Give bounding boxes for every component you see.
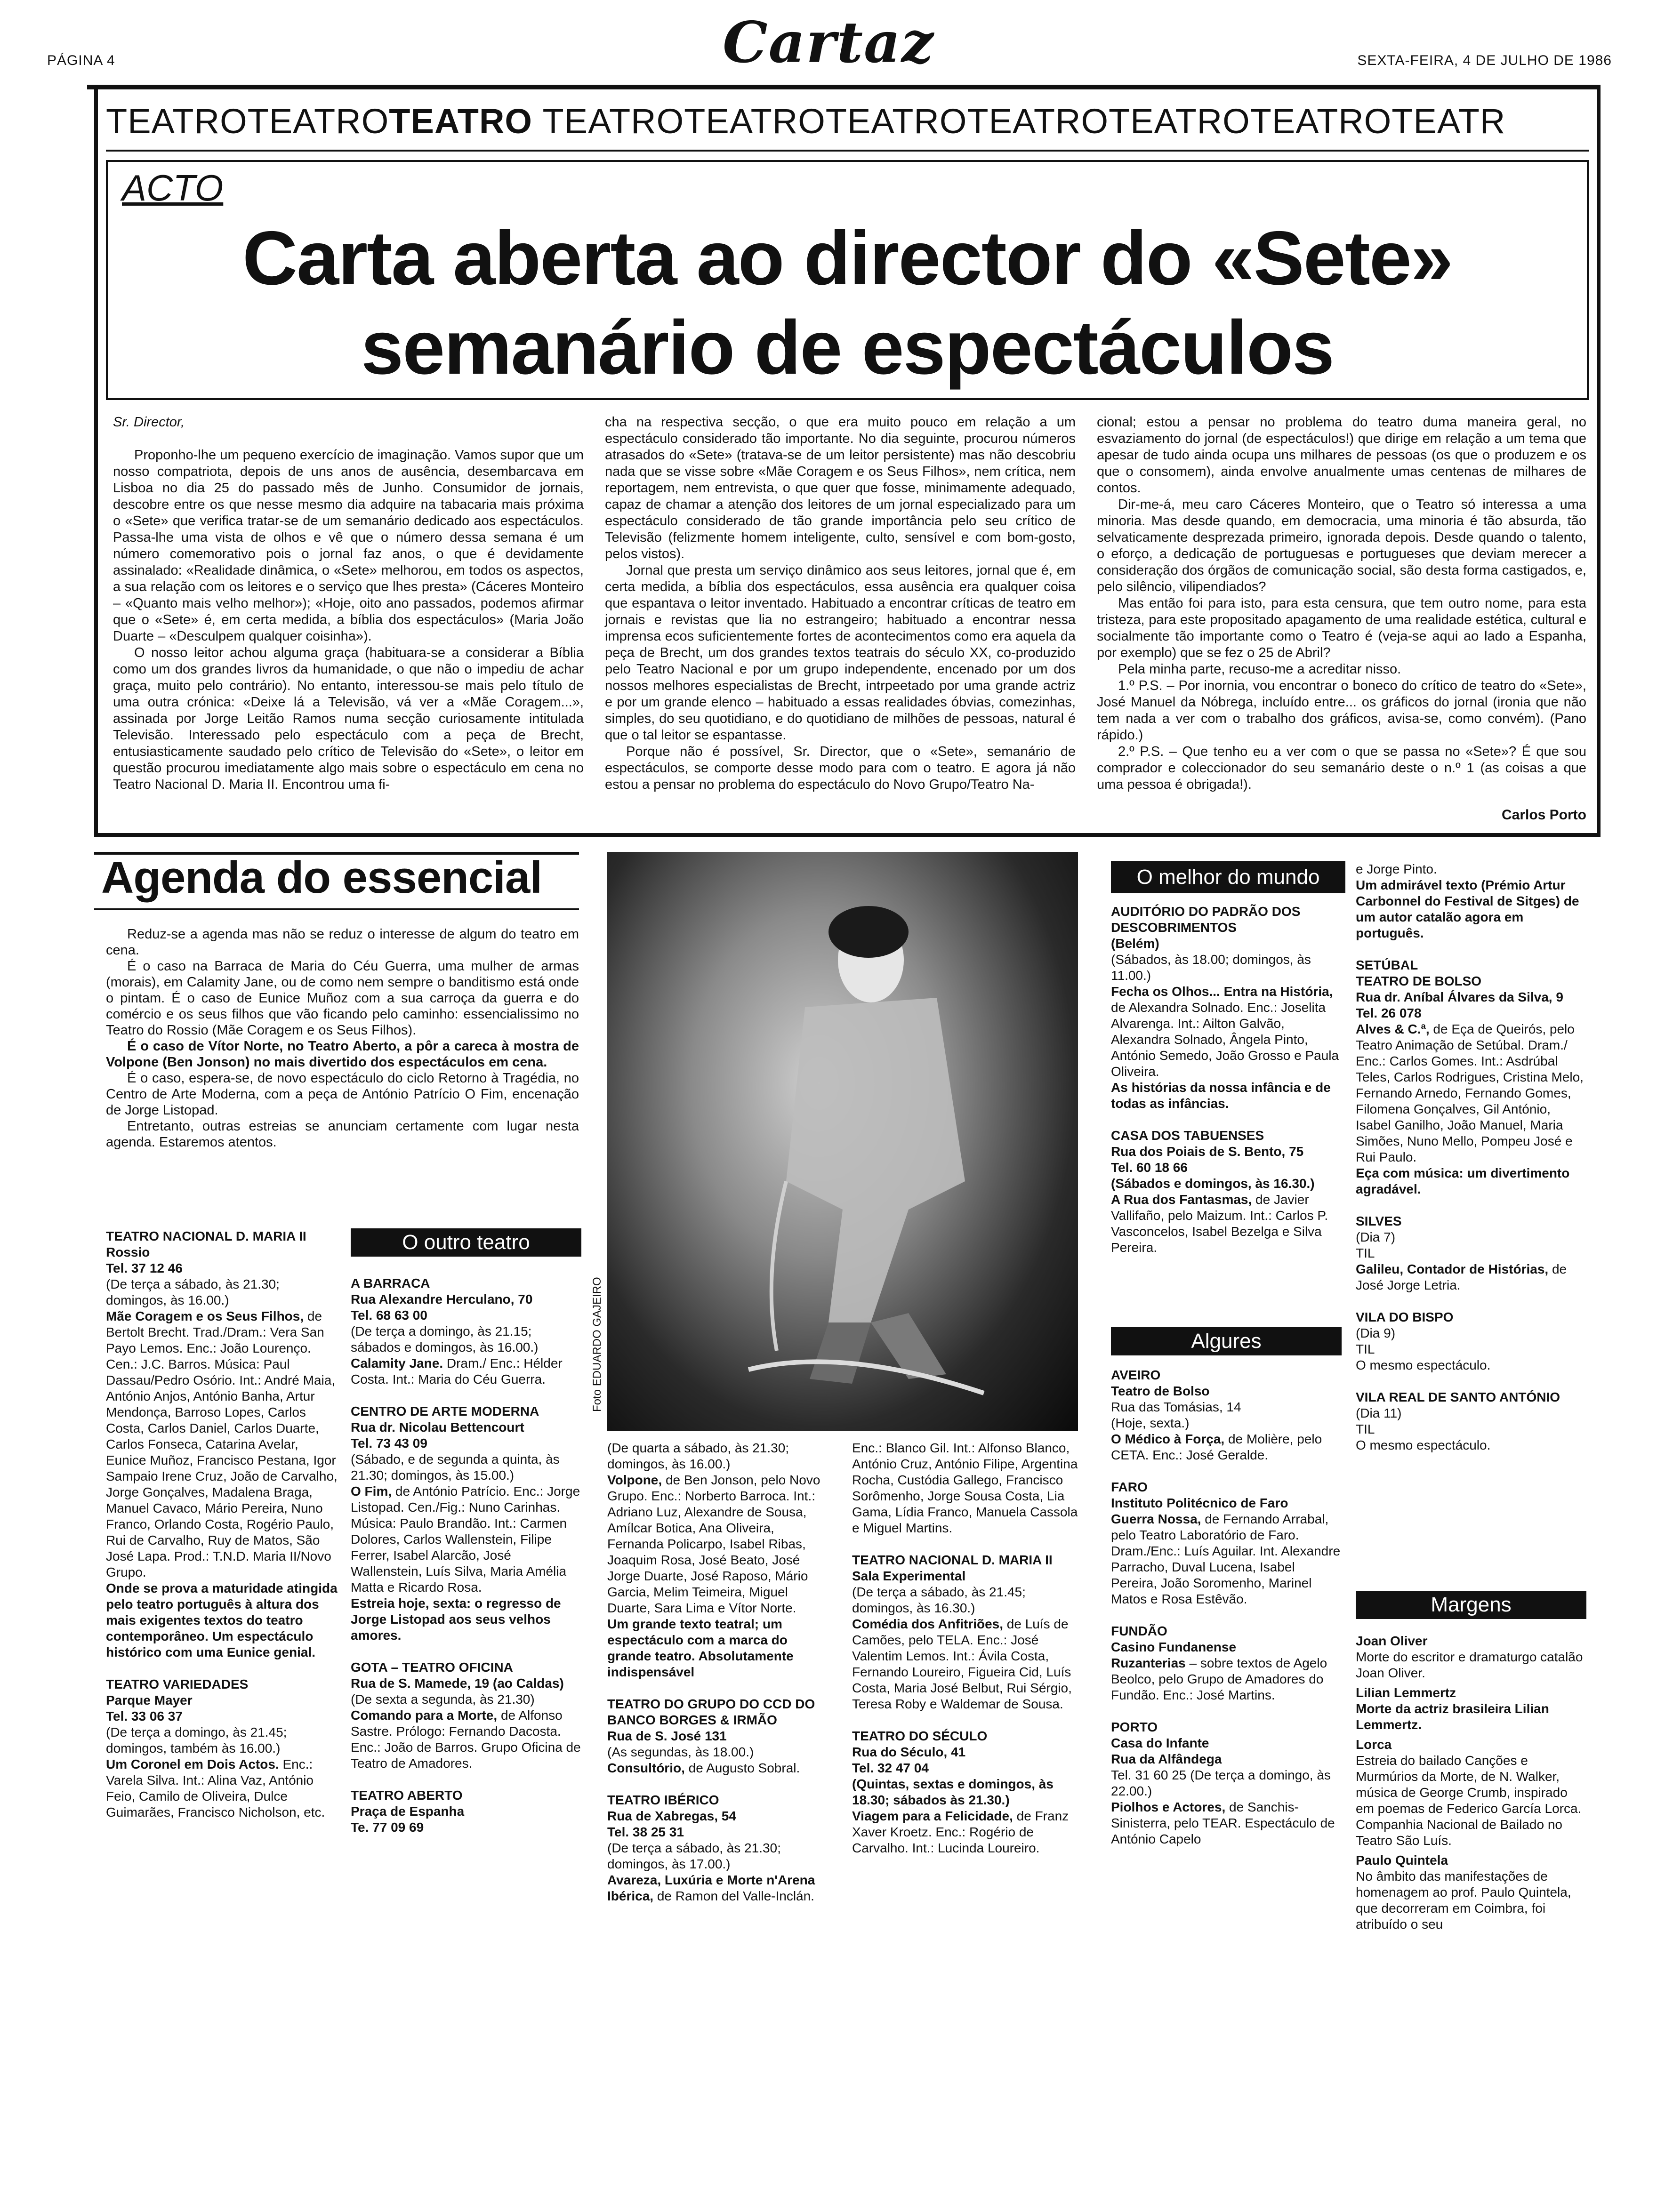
paragraph: Proponho-lhe um pequeno exercício de imaginação. Vamos supor que um nosso compatriota, depois de uns anos de ausência, desembarcava em Lisboa no dia 25 do passado mês de Junho. Consumidor de jornais, descobre entre os que nesse mesmo dia adquire na tabacaria mais próxima o «Sete» que verifica tratar-se de um semanário dedicado aos espectáculos. Passa-lhe uma vista de olhos e vê que o número dessa semana é um número comemorativo pois o jornal faz anos, o que é devidamente assinalado: «Realidade dinâmica, o «Sete» melhorou, em todos os aspectos, a sua relação com os leitores e o serviço que lhes presta» (Cáceres Monteiro – «Quanto mais velho melhor»); «Hoje, oito ano passados, podemos afirmar que o «Sete» é, em certa medida, a bíblia dos espectáculos» (Maria João Duarte – «Desculpem qualquer coisinha»). (113, 448, 584, 644)
venue-address: (Belém) (1111, 936, 1159, 951)
venue-name: AUDITÓRIO DO PADRÃO DOS DESCOBRIMENTOS (1111, 904, 1301, 935)
listing-entry (852, 1552, 1078, 1712)
show-title: Um Coronel em Dois Actos. (106, 1757, 279, 1771)
top-rule (87, 85, 1601, 89)
show-title: Calamity Jane. (351, 1356, 443, 1370)
show-details: de Alfonso Sastre. Prólogo: Fernando Dacosta. Enc.: João de Barros. Grupo Oficina de Teatro de Amadores. (351, 1708, 581, 1771)
photo-credit: Foto EDUARDO GAJEIRO (591, 1277, 603, 1412)
headline-box (106, 160, 1589, 400)
schedule: (Sábados e domingos, às 16.30.) (1111, 1176, 1315, 1191)
actor-silhouette (607, 852, 1078, 1431)
venue-name: TEATRO DO GRUPO DO CCD DO BANCO BORGES & IRMÃO (607, 1697, 815, 1727)
schedule: (De terça a sábado, às 21.45; domingos, às 16.30.) (852, 1585, 1026, 1615)
schedule: (Dia 11) (1356, 1406, 1402, 1420)
listing-entry (106, 1228, 341, 1660)
venue-name: CASA DOS TABUENSES (1111, 1128, 1264, 1143)
listing-entry (1111, 1367, 1342, 1463)
listing-entry (607, 1792, 833, 1904)
listing-entry (1111, 1719, 1342, 1847)
paragraph: Dir-me-á, meu caro Cáceres Monteiro, que o Teatro só interessa a uma minoria. Mas desde quando, em democracia, uma minoria é tão absurda, tão selvaticamente desprezada primeiro, ignorada depois. Desde quando o talento, o eforço, a dedicação de portuguesas e portugueses que deviam merecer a consideração dos órgãos de comunicação social, são desta forma castigados, e, pelo silêncio, vilipendiados? (1097, 497, 1586, 594)
venue-address: Rua de S. Mamede, 19 (ao Caldas) (351, 1676, 564, 1691)
show-comment: As histórias da nossa infância e de todas as infâncias. (1111, 1080, 1331, 1111)
show-details: de Ramon del Valle-Inclán. (657, 1889, 814, 1903)
listing-entry (607, 1440, 833, 1680)
show-details: de Eça de Queirós, pelo Teatro Animação de Setúbal. Dram./ Enc.: Carlos Gomes. Int.: Asdrúbal Teles, Carlos Rodrigues, Cristina Melo, Fernando Arnedo, Fernando Gomes, Filomena Gonçalves, Gil António, Isabel Ganilho, João Manuel, Maria Simões, Nuno Mello, Pompeu José e Rui Paulo. (1356, 1022, 1584, 1164)
show-comment: Um admirável texto (Prémio Artur Carbonnel do Festival de Sitges) de um autor catalão agora em português. (1356, 878, 1579, 940)
venue-address: Parque Mayer (106, 1693, 193, 1707)
stage-photo (607, 852, 1078, 1431)
listing-column-4 (852, 1440, 1078, 1872)
entry-text: No âmbito das manifestações de homenagem ao prof. Paulo Quintela, que decorreram em Coimbra, foi atribuído o seu (1356, 1869, 1571, 1931)
venue-address: Rua Alexandre Herculano, 70 (351, 1292, 533, 1306)
venue-name: SILVES (1356, 1214, 1402, 1228)
listing-entry (1111, 904, 1342, 1112)
paragraph: Porque não é possível, Sr. Director, que o «Sete», semanário de espectáculos, se comporte desse modo para com o teatro. E agora já não estou a pensar no problema do espectáculo do Novo Grupo/Teatro Na- (605, 744, 1076, 792)
paragraph: É o caso de Vítor Norte, no Teatro Aberto, a pôr a careca à mostra de Volpone (Ben Jonson) no mais divertido dos espectáculos em cena. (106, 1039, 579, 1070)
venue-address: Instituto Politécnico de Faro (1111, 1496, 1288, 1510)
listing-entry (1356, 1685, 1586, 1733)
box-heading-margens: Margens (1356, 1591, 1586, 1619)
paragraph: É o caso na Barraca de Maria do Céu Guerra, uma mulher de armas (morais), em Calamity Jane, ou de como nem sempre o banditismo está onde o pintam. É o caso de Eunice Muñoz com a sua carroça da guerra e do comércio e os seus filhos que vão ficando pelo caminho: essencialissimo no Teatro do Rossio (Mãe Coragem e os Seus Filhos). (106, 959, 579, 1038)
show-details: de Augusto Sobral. (688, 1761, 800, 1775)
listing-entry (351, 1787, 581, 1835)
byline: Carlos Porto (1501, 807, 1586, 823)
venue-name: FARO (1111, 1480, 1148, 1494)
show-title: Avareza, Luxúria e Morte n'Arena Ibérica, (607, 1873, 815, 1903)
schedule: (De terça a domingo, às 21.45; domingos, também às 16.00.) (106, 1725, 287, 1755)
schedule: (Sábado, e de segunda a quinta, às 21.30; domingos, às 15.00.) (351, 1452, 560, 1483)
listing-entry (106, 1676, 341, 1820)
box-heading-melhor-do-mundo: O melhor do mundo (1111, 861, 1345, 893)
band-right: TEATROTEATROTEATROTEATROTEATROTEATROTEATR (542, 102, 1506, 141)
show-title: O Médico à Força, (1111, 1432, 1225, 1446)
paragraph: Reduz-se a agenda mas não se reduz o interesse de algum do teatro em cena. (106, 927, 579, 958)
listing-column-6b (1356, 1633, 1586, 1948)
schedule: (As segundas, às 18.00.) (607, 1745, 754, 1759)
show-comment: Onde se prova a maturidade atingida pelo teatro português à altura dos mais exigentes textos do teatro contemporâneo. Um espectáculo histórico com uma Eunice genial. (106, 1581, 338, 1659)
article-column-1 (113, 414, 584, 793)
issue-date: SEXTA-FEIRA, 4 DE JULHO DE 1986 (1357, 53, 1612, 68)
venue-name: TEATRO IBÉRICO (607, 1793, 719, 1807)
listing-column-5 (1111, 904, 1342, 1272)
venue-address: Praça de Espanha (351, 1804, 465, 1819)
headline-line-2: semanário de espectáculos (361, 305, 1334, 390)
listing-entry (607, 1696, 833, 1776)
venue-phone: Tel. 26 078 (1356, 1006, 1422, 1020)
venue-name: PORTO (1111, 1720, 1158, 1734)
venue-name: TEATRO ABERTO (351, 1788, 463, 1803)
listing-entry (1356, 1852, 1586, 1932)
salutation: Sr. Director, (113, 415, 185, 430)
paragraph: cha na respectiva secção, o que era muito pouco em relação a um espectáculo considerado tão importante. No dia seguinte, procurou números atrasados do «Sete» (tratava-se de um leitor persistente) mas não descobriu nada que se visse sobre «Mãe Coragem e os Seus Filhos», nem crítica, nem reportagem, nem entrevista, o que quer que fosse, minimamente adequado, capaz de chamar a atenção dos leitores de um jornal especializado para um espectáculo considerado de tão grande importância pelo seu crítico de Televisão (felizmente homem inteligente, culto, sensível e com bom-gosto, pelos vistos). (605, 415, 1076, 561)
show-title: A Rua dos Fantasmas, (1111, 1192, 1252, 1207)
article-column-2 (605, 414, 1076, 793)
article-bottom-rule (94, 833, 1601, 837)
venue-phone: Tel. 33 06 37 (106, 1709, 183, 1723)
venue-name: A BARRACA (351, 1276, 430, 1290)
show-details: de Molière, pelo CETA. Enc.: José Geralde. (1111, 1432, 1322, 1462)
venue-name: SETÚBAL (1356, 958, 1418, 972)
schedule: (Dia 9) (1356, 1326, 1396, 1340)
venue-address: Rua de S. José 131 (607, 1729, 727, 1743)
show-title: Mãe Coragem e os Seus Filhos, (106, 1309, 304, 1323)
show-title: Comédia dos Anfitriões, (852, 1617, 1004, 1631)
show-details: de António Patrício. Enc.: Jorge Listopad. Cen./Fig.: Nuno Carinhas. Música: Paulo Brandão. Int.: Carmen Dolores, Carlos Wallenstein, Filipe Ferrer, Isabel Alarcão, José Wallenstein, Luís Silva, Maria Amélia Matta e Ricardo Rosa. (351, 1484, 580, 1595)
show-title: Comando para a Morte, (351, 1708, 498, 1723)
venue-name: AVEIRO (1111, 1368, 1161, 1382)
show-title: Piolhos e Actores, (1111, 1800, 1226, 1814)
listing-entry (1356, 1389, 1586, 1453)
show-details: de Franz Xaver Kroetz. Enc.: Rogério de Carvalho. Int.: Lucinda Loureiro. (852, 1809, 1069, 1855)
entry-text: Morte do escritor e dramaturgo catalão Joan Oliver. (1356, 1650, 1583, 1680)
show-title: Viagem para a Felicidade, (852, 1809, 1013, 1823)
show-title: Guerra Nossa, (1111, 1512, 1201, 1526)
schedule: (De sexta a segunda, às 21.30) (351, 1692, 535, 1707)
show-details: de Fernando Arrabal, pelo Teatro Laboratório de Faro. Dram./Enc.: Luís Aguilar. Int. Alexandre Parracho, Duval Lucena, Isabel Pereira, João Soromenho, Marinel Matos e Rosa Estêvão. (1111, 1512, 1341, 1606)
show-title: Alves & C.ª, (1356, 1022, 1430, 1036)
listing-entry (1356, 957, 1586, 1197)
listing-column-5b (1111, 1367, 1342, 1863)
paragraph: Pela minha parte, recuso-me a acreditar nisso. (1118, 662, 1401, 677)
venue-address: Teatro de Bolso (1111, 1384, 1210, 1398)
venue-name: VILA REAL DE SANTO ANTÓNIO (1356, 1390, 1560, 1404)
show-details: Dram./ Enc.: Hélder Costa. Int.: Maria do Céu Guerra. (351, 1356, 563, 1387)
band-bold: TEATRO (389, 102, 532, 141)
venue-name: GOTA – TEATRO OFICINA (351, 1660, 513, 1675)
venue-address: Rua dr. Nicolau Bettencourt (351, 1420, 524, 1435)
listing-entry (1356, 1737, 1586, 1849)
box-heading-outro-teatro: O outro teatro (351, 1228, 581, 1257)
listing-entry (1356, 1633, 1586, 1681)
box-heading-algures: Algures (1111, 1327, 1342, 1355)
show-details: de Alexandra Solnado. Enc.: Joselita Alvarenga. Int.: Ailton Galvão, Alexandra Solnado, Ângela Pinto, António Semedo, João Grosso e Paula Oliveira. (1111, 1000, 1339, 1079)
show-details: – sobre textos de Agelo Beolco, pelo Grupo de Amadores do Fundão. Enc.: José Martins. (1111, 1656, 1327, 1702)
venue-address: Casa do Infante (1111, 1736, 1209, 1750)
paragraph: Entretanto, outras estreias se anunciam certamente com lugar nesta agenda. Estaremos atentos. (106, 1119, 579, 1150)
venue-name: TEATRO DO SÉCULO (852, 1729, 988, 1743)
listing-entry (351, 1403, 581, 1643)
listing-entry (1356, 1309, 1586, 1373)
schedule: Tel. 31 60 25 (De terça a domingo, às 22.00.) (1111, 1768, 1331, 1798)
paragraph: O nosso leitor achou alguma graça (habituara-se a considerar a Bíblia como um dos grandes livros da humanidade, o que não o impediu de achar graça, muito pelo contrário). No entanto, interessou-se mais pelo título de uma outra crónica: «Deixe lá a Televisão, vá ver a «Mãe Coragem...», assinada por Jorge Leitão Ramos numa secção curiosamente intitulada Televisão. Interessado pelo espectáculo com a peça de Brecht, entusiasticamente saudado pelo crítico de Televisão do «Sete», o leitor em questão procurou imediatamente algo mais sobre o espectáculo em cena no Teatro Nacional D. Maria II. Encontrou uma fi- (113, 645, 584, 792)
band-rule (106, 150, 1589, 152)
listing-entry (852, 1728, 1078, 1856)
schedule: (Hoje, sexta.) (1111, 1416, 1190, 1430)
venue-name: CENTRO DE ARTE MODERNA (351, 1404, 539, 1419)
show-details: Enc.: Varela Silva. Int.: Alina Vaz, António Feio, Camilo de Oliveira, Dulce Guimarães, Francisco Nicholson, etc. (106, 1757, 325, 1819)
listing-entry (852, 1440, 1078, 1536)
left-rule (94, 89, 98, 833)
company: TIL (1356, 1246, 1375, 1260)
show-comment: Eça com música: um divertimento agradável. (1356, 1166, 1570, 1196)
schedule: (De terça a sábado, às 21.30; domingos, às 16.00.) (106, 1277, 280, 1307)
show-details: de José Jorge Letria. (1356, 1262, 1567, 1292)
entry-title: Joan Oliver (1356, 1634, 1428, 1648)
section-band (106, 101, 1589, 146)
schedule: (De terça a sábado, às 21.30; domingos, às 17.00.) (607, 1841, 781, 1871)
listing-entry (1356, 861, 1586, 941)
venue-name: FUNDÃO (1111, 1624, 1167, 1638)
listing-column-3 (607, 1440, 833, 1920)
agenda-title: Agenda do essencial (101, 852, 542, 903)
venue-street: Rua da Alfândega (1111, 1752, 1222, 1766)
show-details: de Luís de Camões, pelo TELA. Enc.: José Valentim Lemos. Int.: Ávila Costa, Fernando Loureiro, Figueira Cid, Luís Costa, Maria José Belbut, Rui Sérgio, Teresa Roby e Waldemar de Sousa. (852, 1617, 1072, 1711)
band-left: TEATROTEATRO (106, 102, 389, 141)
listing-entry (351, 1659, 581, 1771)
paragraph: Jornal que presta um serviço dinâmico aos seus leitores, jornal que é, em certa medida, a bíblia dos espectáculos, essa ausência era qualquer coisa que espantava o leitor inventado. Habituado a encontrar críticas de teatro em jornais e revistas que lia no estrangeiro; habituado a encontrar nessa imprensa ecos suficientemente fortes de acontecimentos como era aquela da peça de Brecht, um dos grandes textos teatrais do século XX, co-produzido pelo Teatro Nacional e por um grupo independente, encenado por um dos nossos melhores especialistas de Brecht, intrpeetado por uma grande actriz e por um grande elenco – habituado a essas realidades óbvias, comezinhas, simples, do seu quotidiano, e do quotidiano de milhões de pessoas, natural é que o tal leitor se espantasse. (605, 563, 1076, 743)
schedule: (Sábados, às 18.00; domingos, às 11.00.) (1111, 952, 1311, 983)
listing-entry (1111, 1128, 1342, 1256)
schedule: (Quintas, sextas e domingos, às 18.30; sábados às 21.30.) (852, 1777, 1054, 1807)
listing-entry (351, 1275, 581, 1387)
paragraph: 1.º P.S. – Por inornia, vou encontrar o boneco do crítico de teatro do «Sete», José Manuel da Nóbrega, incluído entre... os gráficos do jornal (ironia que não tem nada a ver com o trabalho dos gráficos, avisa-se, como convém). (Pano rápido.) (1097, 678, 1586, 743)
show-title: Ruzanterias (1111, 1656, 1186, 1670)
venue-name: TEATRO NACIONAL D. MARIA II (106, 1229, 306, 1243)
venue-address: Rua de Xabregas, 54 (607, 1809, 736, 1823)
entry-title: Paulo Quintela (1356, 1853, 1448, 1867)
show-details: e Jorge Pinto. (1356, 862, 1437, 876)
venue-street: Rua dr. Aníbal Álvares da Silva, 9 (1356, 990, 1563, 1004)
venue-address: Rua do Século, 41 (852, 1745, 966, 1759)
venue-phone: Tel. 60 18 66 (1111, 1160, 1188, 1175)
venue-name: TEATRO VARIEDADES (106, 1677, 249, 1691)
show-title: Consultório, (607, 1761, 685, 1775)
entry-title: Lilian Lemmertz (1356, 1685, 1456, 1700)
company: TIL (1356, 1422, 1375, 1436)
paragraph: cional; estou a pensar no problema do teatro duma maneira geral, no esvaziamento do jornal (de espectáculos!) que dirige em relação a um tema que apesar de tudo ainda ocupa uns milhares de pessoas (os que o produzem e os que o consomem), ainda envolve anualmente umas centenas de milhares de contos. (1097, 415, 1586, 496)
venue-address: Rua dos Poiais de S. Bento, 75 (1111, 1144, 1304, 1159)
venue-name: TEATRO NACIONAL D. MARIA II (852, 1553, 1053, 1567)
show-details: O mesmo espectáculo. (1356, 1438, 1491, 1452)
entry-text: Estreia do bailado Canções e Murmúrios da Morte, de N. Walker, música de George Crumb, inspirado em poemas de Federico García Lorca. Companhia Nacional de Bailado no Teatro São Luís. (1356, 1753, 1582, 1848)
show-comment: Um grande texto teatral; um espectáculo com a marca do grande teatro. Absolutamente indispensável (607, 1617, 794, 1679)
venue-address: Rossio (106, 1245, 150, 1259)
venue-address: TEATRO DE BOLSO (1356, 974, 1482, 988)
show-comment: Estreia hoje, sexta: o regresso de Jorge Listopad aos seus velhos amores. (351, 1596, 561, 1643)
listing-entry (1356, 1213, 1586, 1293)
paragraph: 2.º P.S. – Que tenho eu a ver com o que se passa no «Sete»? É que sou comprador e coleccionador do seu semanário deste o n.º 1 (as coisas a que uma pessoa é obrigada!). (1097, 744, 1586, 792)
article-column-3 (1097, 414, 1586, 793)
venue-address: Casino Fundanense (1111, 1640, 1237, 1654)
show-details: de Sanchis-Sinisterra, pelo TEAR. Espectáculo de António Capelo (1111, 1800, 1335, 1846)
schedule: (De quarta a sábado, às 21.30; domingos, às 16.00.) (607, 1441, 789, 1471)
listing-entry (1111, 1479, 1342, 1607)
show-details: Enc.: Blanco Gil. Int.: Alfonso Blanco, António Cruz, António Filipe, Argentina Rocha, Custódia Gallego, Francisco Sorômenho, Jorge Sousa Costa, Lia Gama, Lídia Franco, Manuela Cassola e Miguel Martins. (852, 1441, 1078, 1535)
headline-line-1: Carta aberta ao director do «Sete» (242, 216, 1452, 301)
schedule: (Dia 7) (1356, 1230, 1396, 1244)
show-title: Galileu, Contador de Histórias, (1356, 1262, 1549, 1276)
agenda-title-rule (94, 908, 579, 910)
venue-phone: Tel. 38 25 31 (607, 1825, 684, 1839)
listing-entry (1111, 1623, 1342, 1703)
show-details: O mesmo espectáculo. (1356, 1358, 1491, 1372)
venue-street: Rua das Tomásias, 14 (1111, 1400, 1241, 1414)
show-details: de Bertolt Brecht. Trad./Dram.: Vera San Payo Lemos. Enc.: João Lourenço. Cen.: J.C. Barros. Música: Paul Dassau/Pedro Osório. Int.: André Maia, António Anjos, António Banha, Artur Mendonça, Barroso Lopes, Carlos Costa, Carlos Daniel, Carlos Duarte, Carlos Fonseca, Catarina Avelar, Eunice Muñoz, Francisco Pestana, Igor Sampaio Irene Cruz, João de Carvalho, Jorge Gonçalves, Madalena Braga, Manuel Cavaco, Mário Pereira, Nuno Franco, Orlando Costa, Rogério Paulo, Rui de Carvalho, Ruy de Matos, São José Lapa. Prod.: T.N.D. Maria II/Novo Grupo. (106, 1309, 338, 1579)
venue-address: Sala Experimental (852, 1569, 966, 1583)
listing-column-1 (106, 1228, 341, 1836)
paragraph: Mas então foi para isto, para esta censura, que tem outro nome, para esta tristeza, para este propositado apagamento de uma realidade estética, cultural e socialmente tão importante como o Teatro é (veja-se aqui ao lado a Espanha, por exemplo) que se fez o 25 de Abril? (1097, 596, 1586, 660)
paragraph: É o caso, espera-se, de novo espectáculo do ciclo Retorno à Tragédia, no Centro de Arte Moderna, com a peça de António Patrício O Fim, encenação de Jorge Listopad. (106, 1071, 579, 1118)
listing-column-6 (1356, 861, 1586, 1469)
masthead-logo: Cartaz (723, 9, 934, 76)
show-details: de Ben Jonson, pelo Novo Grupo. Enc.: Norberto Barroca. Int.: Adriano Luz, Alexandre de Sousa, Amílcar Botica, Ana Oliveira, Fernanda Policarpo, Isabel Ribas, Joaquim Rosa, José Beato, José Jorge Duarte, José Raposo, Mário Garcia, Melim Teimeira, Miguel Duarte, Sara Lima e Vítor Norte. (607, 1473, 820, 1615)
show-details: de Javier Vallifaño, pelo Maizum. Int.: Carlos P. Vasconcelos, Isabel Bezelga e Silva Pereira. (1111, 1192, 1328, 1255)
venue-phone: Tel. 37 12 46 (106, 1261, 183, 1275)
venue-name: VILA DO BISPO (1356, 1310, 1454, 1324)
show-title: Volpone, (607, 1473, 662, 1487)
page-number: PÁGINA 4 (47, 53, 115, 68)
schedule: (De terça a domingo, às 21.15; sábados e domingos, às 16.00.) (351, 1324, 539, 1354)
show-title: O Fim, (351, 1484, 392, 1499)
venue-phone: Tel. 73 43 09 (351, 1436, 427, 1451)
entry-text: Morte da actriz brasileira Lilian Lemmertz. (1356, 1701, 1549, 1732)
show-title: Fecha os Olhos... Entra na História, (1111, 984, 1333, 999)
article-kicker: ACTO (122, 167, 224, 208)
right-rule (1597, 89, 1601, 833)
entry-title: Lorca (1356, 1737, 1392, 1752)
listing-column-2 (351, 1275, 581, 1851)
agenda-intro (106, 926, 579, 1150)
venue-phone: Tel. 32 47 04 (852, 1761, 929, 1775)
venue-phone: Te. 77 09 69 (351, 1820, 424, 1835)
company: TIL (1356, 1342, 1375, 1356)
venue-phone: Tel. 68 63 00 (351, 1308, 427, 1322)
